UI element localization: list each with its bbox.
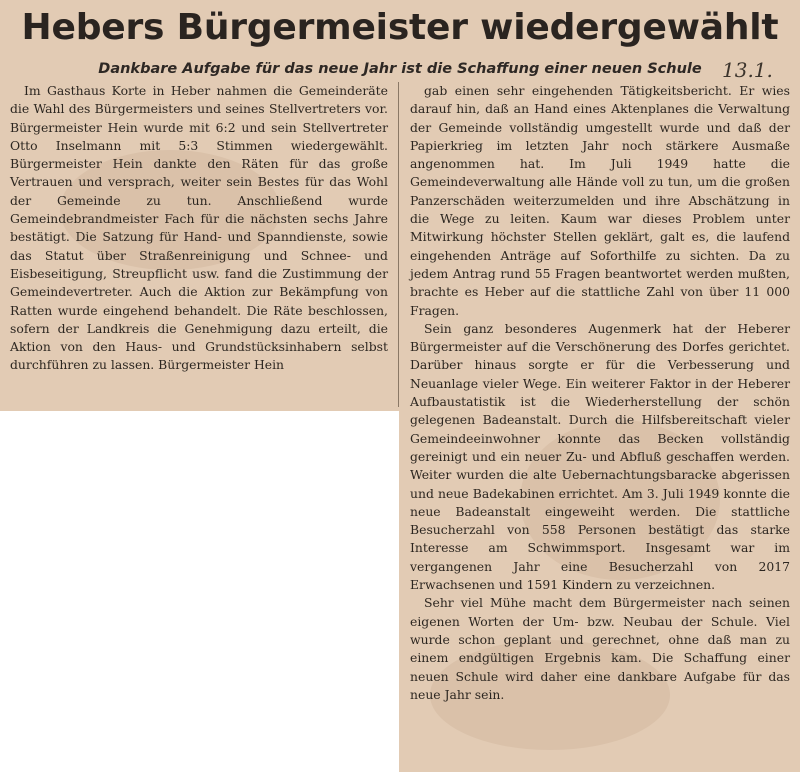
subheadline: Dankbare Aufgabe für das neue Jahr ist die Schaffung einer neuen Schule	[98, 61, 702, 77]
right-paragraph: Sein ganz besonderes Augenmerk hat der Heberer Bürgermeister auf die Verschönerung des Dorfes gerichtet. Darüber hinaus sorgte er für die Verbesserung und Neuanlage vieler Wege. Ein weiterer Faktor in der Heberer Aufbaustatistik ist die Wiederherstellung der schön gelegenen Badeanstalt. Durch die Hilfsbereitschaft vieler Gemeindeeinwohner konnte das Becken vollständig gereinigt und ein neuer Zu- und Abfluß geschaffen werden. Weiter wurden die alte Uebernachtungsbaracke abgerissen und neue Badekabinen errichtet. Am 3. Juli 1949 konnte die neue Badeanstalt eingeweiht werden. Die stattliche Besucherzahl von 558 Personen bestätigt das starke Interesse am Schwimmsport. Insgesamt war im vergangenen Jahr eine Besucherzahl von 2017 Erwachsenen und 1591 Kindern zu verzeichnen.	[410, 320, 790, 593]
right-paragraph: Sehr viel Mühe macht dem Bürgermeister nach seinen eigenen Worten der Um- bzw. Neubau der Schule. Viel wurde schon geplant und gerechnet, ohne daß man zu einem endgültigen Ergebnis kam. Die Schaffung einer neuen Schule wird daher eine dankbare Aufgabe für das neue Jahr sein.	[410, 595, 790, 702]
left-column	[10, 82, 388, 375]
column-divider	[398, 82, 399, 407]
headline: Hebers Bürgermeister wiedergewählt	[21, 7, 779, 48]
right-paragraph: gab einen sehr eingehenden Tätigkeitsbericht. Er wies darauf hin, daß an Hand eines Aktenplanes die Verwaltung der Gemeinde vollständig umgestellt wurde und daß der Papierkrieg im letzten Jahr noch stärkere Ausmaße angenommen hat. Im Juli 1949 hatte die Gemeindeverwaltung alle Hände voll zu tun, um die großen Panzerschäden weiterzumelden und ihre Abschätzung in die Wege zu leiten. Kaum war dieses Problem unter Mitwirkung höchster Stellen geklärt, galt es, die laufend eingehenden Anträge auf Soforthilfe zu sichten. Da zu jedem Antrag rund 55 Fragen beantwortet werden mußten, brachte es Heber auf die stattliche Zahl von über 11 000 Fragen.	[410, 83, 790, 318]
right-column	[410, 82, 790, 704]
handwritten-date-note: 13.1.	[722, 58, 773, 82]
left-paragraph: Im Gasthaus Korte in Heber nahmen die Gemeinderäte die Wahl des Bürgermeisters und seines Stellvertreters vor. Bürgermeister Hein wurde mit 6:2 und sein Stellvertreter Otto Inselmann mit 5:3 Stimmen wiedergewählt. Bürgermeister Hein dankte den Räten für das große Vertrauen und versprach, weiter sein Bestes für das Wohl der Gemeinde zu tun. Anschließend wurde Gemeindebrandmeister Fach für die nächsten sechs Jahre bestätigt. Die Satzung für Hand- und Spanndienste, sowie das Statut über Straßenreinigung und Schnee- und Eisbeseitigung, Streupflicht usw. fand die Zustimmung der Gemeindevertreter. Auch die Aktion zur Bekämpfung von Ratten wurde eingehend behandelt. Die Räte beschlossen, sofern der Landkreis die Genehmigung dazu erteilt, die Aktion von den Haus- und Grundstücksinhabern selbst durchführen zu lassen. Bürgermeister Hein	[10, 83, 388, 373]
